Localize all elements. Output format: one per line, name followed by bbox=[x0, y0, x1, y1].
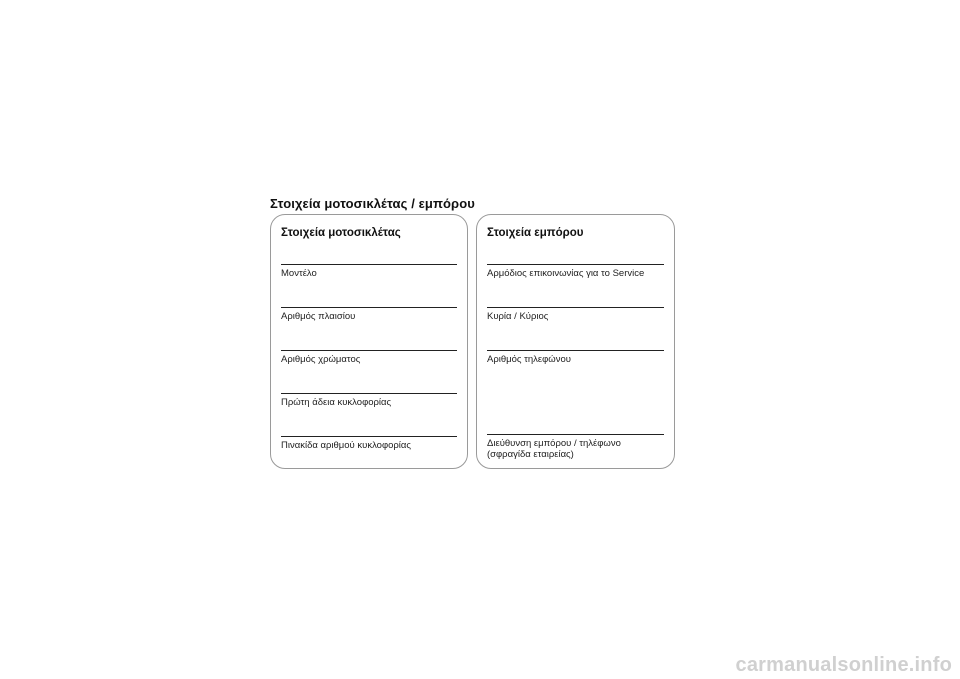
service-contact-label: Αρμόδιος επικοινωνίας για το Service bbox=[487, 268, 645, 279]
service-contact-line bbox=[487, 264, 664, 265]
dealer-details-card bbox=[476, 214, 675, 469]
license-plate-field[interactable] bbox=[281, 436, 457, 451]
color-number-line bbox=[281, 350, 457, 351]
dealer-address-label: Διεύθυνση εμπόρου / τηλέφωνο (σφραγίδα εταιρείας) bbox=[487, 438, 621, 460]
first-registration-line bbox=[281, 393, 457, 394]
model-label: Μοντέλο bbox=[281, 268, 317, 279]
frame-number-label: Αριθμός πλαισίου bbox=[281, 311, 356, 322]
page-title: Στοιχεία μοτοσικλέτας / εμπόρου bbox=[270, 196, 475, 211]
first-registration-label: Πρώτη άδεια κυκλοφορίας bbox=[281, 397, 392, 408]
mrs-mr-field[interactable] bbox=[487, 307, 664, 322]
model-line bbox=[281, 264, 457, 265]
motorcycle-card-title: Στοιχεία μοτοσικλέτας bbox=[281, 227, 401, 239]
frame-number-field[interactable] bbox=[281, 307, 457, 322]
motorcycle-details-card bbox=[270, 214, 468, 469]
dealer-address-field[interactable] bbox=[487, 434, 664, 460]
color-number-field[interactable] bbox=[281, 350, 457, 365]
frame-number-line bbox=[281, 307, 457, 308]
dealer-address-line bbox=[487, 434, 664, 435]
phone-number-field[interactable] bbox=[487, 350, 664, 365]
license-plate-line bbox=[281, 436, 457, 437]
model-field[interactable] bbox=[281, 264, 457, 279]
mrs-mr-label: Κυρία / Κύριος bbox=[487, 311, 549, 322]
first-registration-field[interactable] bbox=[281, 393, 457, 408]
service-contact-field[interactable] bbox=[487, 264, 664, 279]
license-plate-label: Πινακίδα αριθμού κυκλοφορίας bbox=[281, 440, 411, 451]
dealer-card-title: Στοιχεία εμπόρου bbox=[487, 227, 584, 239]
phone-number-label: Αριθμός τηλεφώνου bbox=[487, 354, 571, 365]
mrs-mr-line bbox=[487, 307, 664, 308]
watermark: carmanualsonline.info bbox=[735, 654, 952, 676]
phone-number-line bbox=[487, 350, 664, 351]
color-number-label: Αριθμός χρώματος bbox=[281, 354, 361, 365]
